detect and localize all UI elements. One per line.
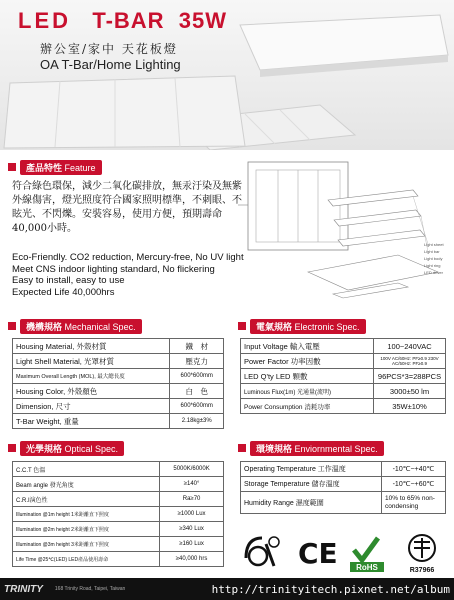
heading-marker: [238, 444, 246, 452]
mechanical-heading-cn: 機構規格: [26, 321, 63, 332]
spec-value: ≥340 Lux: [160, 522, 224, 537]
spec-label: Housing Color, 外殼顏色: [13, 384, 170, 399]
spec-value: ≥1000 Lux: [160, 507, 224, 522]
subtitle-en: OA T-Bar/Home Lighting: [40, 57, 181, 72]
spec-value: 2.18kg±3%: [170, 414, 224, 429]
spec-label: Power Factor 功率因數: [241, 354, 374, 369]
title-led: LED: [18, 8, 71, 33]
mechanical-heading: [8, 319, 142, 333]
cns-mark-icon: [246, 537, 279, 566]
table-row: [241, 384, 446, 399]
subtitle-cn: 辦公室/家中 天花板燈: [40, 42, 178, 56]
spec-label: Life Time @25℃(LED) LED產品使用壽命: [13, 552, 160, 567]
spec-value: 白 色: [170, 384, 224, 399]
product-hero: [0, 0, 454, 150]
bsmi-mark-icon: [409, 535, 435, 574]
spec-value: ≥140°: [160, 477, 224, 492]
spec-label: Input Voltage 輸入電壓: [241, 339, 374, 354]
spec-value: 100~240VAC: [374, 339, 446, 354]
table-row: [241, 399, 446, 414]
environmental-heading: [238, 441, 384, 455]
feature-heading: [8, 160, 102, 174]
diagram-label: Light sheet: [424, 242, 444, 247]
feature-line: Easy to install, easy to use: [12, 275, 125, 286]
table-row: [241, 492, 446, 514]
diagram-label: Light bar: [424, 249, 440, 254]
table-row: [13, 507, 224, 522]
table-row: [241, 369, 446, 384]
company-address: 168 Trinity Road, Taipei, Taiwan: [54, 586, 126, 592]
environmental-heading-en: Enviornmental Spec.: [294, 443, 378, 454]
feature-text-en: [12, 252, 272, 298]
spec-label: C.R.I演色性: [13, 492, 160, 507]
spec-value: 5000K/6000K: [160, 462, 224, 477]
table-row: [13, 552, 224, 567]
environmental-heading-label: [250, 441, 384, 456]
spec-label: Power Consumption 消耗功率: [241, 399, 374, 414]
spec-label: LED Q'ty LED 顆數: [241, 369, 374, 384]
heading-marker: [8, 163, 16, 171]
feature-heading-en: Feature: [64, 162, 96, 173]
spec-label: T-Bar Weight, 重量: [13, 414, 170, 429]
optical-heading-cn: 光學規格: [26, 443, 63, 454]
diagram-label: Light ring: [424, 263, 441, 268]
rohs-label: RoHS: [356, 563, 378, 572]
footer-bar: [0, 578, 454, 600]
title-watt: 35W: [178, 8, 228, 33]
spec-value: 100V AC/60Hz: PF≥0.9 230V AC/50Hz: PF≥0.9: [374, 354, 446, 369]
spec-value: -10℃~+60℃: [382, 477, 446, 492]
spec-value: ≥40,000 hrs: [160, 552, 224, 567]
spec-value: 10% to 65% non-condensing: [382, 492, 446, 514]
spec-label: Dimension, 尺寸: [13, 399, 170, 414]
optical-heading-en: Optical Spec.: [64, 443, 119, 454]
spec-value: 壓克力: [170, 354, 224, 369]
table-row: [13, 384, 224, 399]
spec-value: -10℃~+40℃: [382, 462, 446, 477]
diagram-label: LED driver: [424, 270, 443, 275]
table-row: [241, 339, 446, 354]
spec-value: 600*600mm: [170, 369, 224, 384]
heading-marker: [8, 444, 16, 452]
spec-value: 96PCS*3=288PCS: [374, 369, 446, 384]
electronic-heading-en: Electronic Spec.: [294, 321, 360, 332]
table-row: [13, 492, 224, 507]
mechanical-heading-label: [20, 319, 142, 334]
table-row: [13, 462, 224, 477]
heading-marker: [238, 322, 246, 330]
electronic-heading: [238, 319, 366, 333]
mechanical-spec-table: [12, 338, 224, 429]
spec-label: Housing Material, 外殼材質: [13, 339, 170, 354]
rohs-mark-icon: [350, 538, 384, 572]
feature-line: Eco-Friendly. CO2 reduction, Mercury-free, No UV light: [12, 252, 244, 263]
spec-label: Maximum Overall Length (MOL), 最大總長度: [13, 369, 170, 384]
heading-marker: [8, 322, 16, 330]
ce-mark-icon: CE: [298, 537, 338, 570]
table-row: [13, 522, 224, 537]
table-row: [13, 414, 224, 429]
bsmi-number: R37966: [409, 567, 435, 574]
table-row: [13, 477, 224, 492]
spec-value: Ra≥70: [160, 492, 224, 507]
spec-label: Illumination @3m height 3米距離直下照度: [13, 537, 160, 552]
feature-text-cn: 符合綠色環保，減少二氧化碳排放，無汞汙染及無紫外線傷害，燈光照度符合國家照明標準，不刺眼、不眩光、不閃爍。安裝容易，使用方便，預期壽命40,000小時。: [12, 181, 242, 234]
spec-label: Operating Temperature 工作溫度: [241, 462, 382, 477]
spec-value: 3000±50 lm: [374, 384, 446, 399]
table-row: [13, 354, 224, 369]
certification-logos: [236, 528, 450, 576]
spec-label: C.C.T 色溫: [13, 462, 160, 477]
feature-heading-label: [20, 160, 102, 175]
electronic-spec-table: [240, 338, 446, 414]
table-row: [13, 339, 224, 354]
spec-label: Storage Temperature 儲存溫度: [241, 477, 382, 492]
feature-heading-cn: 產品特性: [26, 162, 63, 173]
table-row: [241, 462, 446, 477]
feature-line: Expected Life 40,000hrs: [12, 286, 115, 298]
spec-value: 600*600mm: [170, 399, 224, 414]
spec-label: Illumination @1m height 1米距離直下照度: [13, 507, 160, 522]
spec-label: Light Shell Material, 光罩材質: [13, 354, 170, 369]
environmental-heading-cn: 環境規格: [256, 443, 293, 454]
mechanical-heading-en: Mechanical Spec.: [64, 321, 136, 332]
panel-light-front-image: [0, 68, 250, 150]
table-row: [241, 477, 446, 492]
optical-heading-label: [20, 441, 124, 456]
spec-label: Illumination @2m height 2米距離直下照度: [13, 522, 160, 537]
album-link[interactable]: http://trinityitech.pixnet.net/album: [211, 582, 450, 596]
electronic-heading-cn: 電氣規格: [256, 321, 293, 332]
title-tbar: T-BAR: [92, 8, 165, 33]
spec-value: 35W±10%: [374, 399, 446, 414]
table-row: [241, 354, 446, 369]
spec-label: Beam angle 發光角度: [13, 477, 160, 492]
spec-value: 鐵 材: [170, 339, 224, 354]
spec-label: Luminous Flux(1m) 光通量(流明): [241, 384, 374, 399]
environmental-spec-table: [240, 461, 446, 514]
optical-heading: [8, 441, 124, 455]
table-row: [13, 369, 224, 384]
spec-value: ≥160 Lux: [160, 537, 224, 552]
electronic-heading-label: [250, 319, 366, 334]
feature-line: Meet CNS indoor lighting standard, No flickering: [12, 263, 215, 275]
table-row: [13, 537, 224, 552]
exploded-diagram: [238, 160, 448, 310]
table-row: [13, 399, 224, 414]
optical-spec-table: [12, 461, 224, 567]
brand-logo: TRINITY: [4, 583, 43, 595]
diagram-label: Light body: [424, 256, 443, 261]
spec-label: Humidity Range 濕度範圍: [241, 492, 382, 514]
